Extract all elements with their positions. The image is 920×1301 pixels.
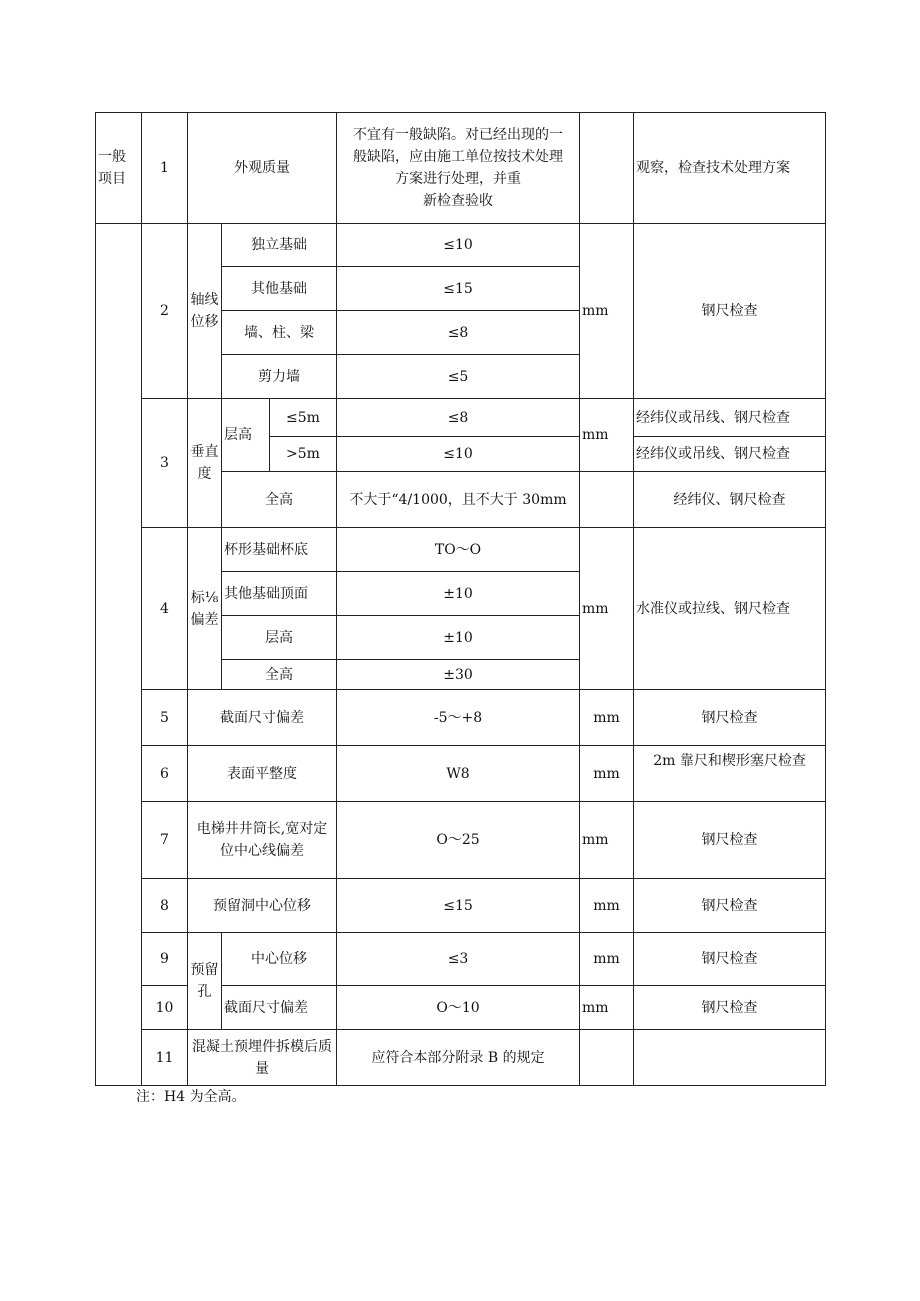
table-row	[96, 746, 826, 802]
unit-cell	[580, 1030, 634, 1086]
table-row	[96, 1030, 826, 1086]
sub-item-name: 墙、柱、梁	[222, 311, 337, 355]
value-cell: 不大于“4/1000，且不大于 30mm	[337, 472, 580, 528]
unit-cell: mm	[580, 690, 634, 746]
table-row	[96, 933, 826, 986]
inspection-table	[95, 112, 826, 1086]
method-cell: 经纬仪或吊线、钢尺检查	[634, 437, 826, 472]
value-cell: ≤8	[337, 399, 580, 437]
value-cell: ≤8	[337, 311, 580, 355]
group-label: 标⅛偏差	[188, 528, 222, 690]
value-cell: ≤10	[337, 224, 580, 267]
group-label: 预留孔	[188, 933, 222, 1030]
row-number: 6	[142, 746, 188, 802]
group-label: 垂直度	[188, 399, 222, 528]
table-row	[96, 690, 826, 746]
row-number: 1	[142, 113, 188, 224]
row-number: 4	[142, 528, 188, 690]
row-number: 7	[142, 802, 188, 879]
row-number: 9	[142, 933, 188, 986]
value-cell: ±30	[337, 660, 580, 690]
table-row	[96, 802, 826, 879]
sub-item-name: 截面尺寸偏差	[222, 986, 337, 1030]
unit-cell: mm	[580, 399, 634, 472]
unit-cell: mm	[580, 802, 634, 879]
table-row	[96, 113, 826, 224]
item-name: 截面尺寸偏差	[188, 690, 337, 746]
value-cell: O～10	[337, 986, 580, 1030]
table-row	[96, 399, 826, 437]
table-note: 注：H4 为全高。	[136, 1089, 246, 1105]
method-cell: 钢尺检查	[634, 224, 826, 399]
value-cell: TO～O	[337, 528, 580, 572]
value-cell: W8	[337, 746, 580, 802]
method-cell: 水准仪或拉线、钢尺检查	[634, 528, 826, 690]
method-cell: 钢尺检查	[634, 986, 826, 1030]
value-cell: ≤5	[337, 355, 580, 399]
sub-item-name: 全高	[222, 472, 337, 528]
floor-height-label: 层高	[222, 399, 270, 472]
method-cell	[634, 1030, 826, 1086]
value-cell: ≤3	[337, 933, 580, 986]
value-cell: ±10	[337, 572, 580, 616]
method-cell: 经纬仪、钢尺检查	[634, 472, 826, 528]
sub-item-name: 其他基础	[222, 267, 337, 311]
sub-item-name: 剪力墙	[222, 355, 337, 399]
table-row	[96, 224, 826, 267]
method-cell: 观察，检查技术处理方案	[634, 113, 826, 224]
unit-cell: mm	[580, 746, 634, 802]
method-cell: 钢尺检查	[634, 802, 826, 879]
row-number: 11	[142, 1030, 188, 1086]
item-name: 混凝土预埋件拆模后质量	[188, 1030, 337, 1086]
sub-item-name: >5m	[270, 437, 337, 472]
value-cell: -5～+8	[337, 690, 580, 746]
unit-cell: mm	[580, 879, 634, 933]
group-label: 轴线位移	[188, 224, 222, 399]
sub-item-name: 层高	[222, 616, 337, 660]
requirement-line: 新检查验收	[423, 193, 494, 209]
method-cell: 经纬仪或吊线、钢尺检查	[634, 399, 826, 437]
requirement-line: 不宜有一般缺陷。对已经出现的一	[353, 127, 564, 143]
value-cell: ≤15	[337, 267, 580, 311]
requirement-line: 方案进行处理，并重	[395, 171, 522, 187]
value-cell: ≤15	[337, 879, 580, 933]
method-cell: 钢尺检查	[634, 690, 826, 746]
table-row	[96, 879, 826, 933]
unit-cell	[580, 472, 634, 528]
value-cell: O～25	[337, 802, 580, 879]
row-number: 3	[142, 399, 188, 528]
category-empty-cell	[96, 224, 142, 1086]
sub-item-name: 全高	[222, 660, 337, 690]
item-name: 预留洞中心位移	[188, 879, 337, 933]
unit-cell: mm	[580, 224, 634, 399]
row-number: 10	[142, 986, 188, 1030]
requirement-line: 般缺陷，应由施工单位按技术处理	[353, 149, 564, 165]
value-cell: 应符合本部分附录 B 的规定	[337, 1030, 580, 1086]
item-name: 电梯井井筒长,宽对定位中心线偏差	[188, 802, 337, 879]
method-cell: 钢尺检查	[634, 879, 826, 933]
unit-cell: mm	[580, 528, 634, 690]
unit-cell: mm	[580, 933, 634, 986]
value-cell: ≤10	[337, 437, 580, 472]
unit-cell: mm	[580, 986, 634, 1030]
table-row	[96, 528, 826, 572]
sub-item-name: 杯形基础杯底	[222, 528, 337, 572]
sub-item-name: ≤5m	[270, 399, 337, 437]
method-cell: 钢尺检查	[634, 933, 826, 986]
sub-item-name: 独立基础	[222, 224, 337, 267]
row-number: 5	[142, 690, 188, 746]
sub-item-name: 其他基础顶面	[222, 572, 337, 616]
item-name: 表面平整度	[188, 746, 337, 802]
category-cell: 一般项目	[96, 113, 142, 224]
value-cell: ±10	[337, 616, 580, 660]
unit-cell	[580, 113, 634, 224]
method-cell: 2m 靠尺和楔形塞尺检查	[634, 746, 826, 802]
row-number: 2	[142, 224, 188, 399]
item-name: 外观质量	[188, 113, 337, 224]
requirement-cell	[337, 113, 580, 224]
row-number: 8	[142, 879, 188, 933]
sub-item-name: 中心位移	[222, 933, 337, 986]
